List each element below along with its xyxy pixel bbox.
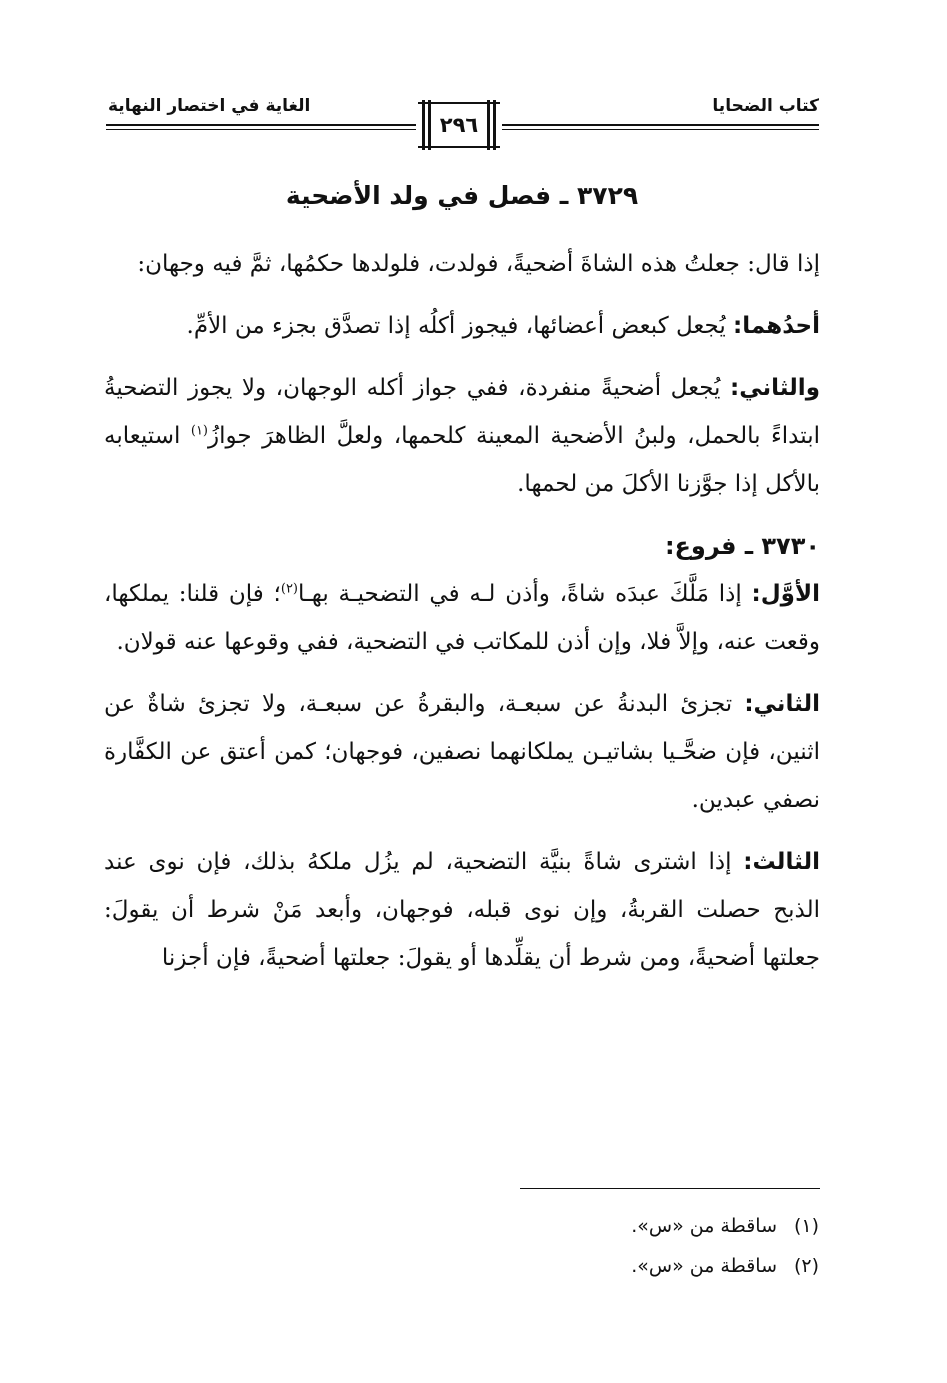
footnote-ref-1[interactable]: (١)	[190, 423, 208, 439]
branch-second-paragraph: الثاني: تجزئ البدنةُ عن سبعـة، والبقرةُ عن سبعـة، ولا تجزئ شاةٌ عن اثنين، فإن ضحَّـيا بشاتيـن يملكانهما نصفين، فوجهان؛ كمن أعتق عن الكفَّارة نصفي عبدين.	[104, 691, 820, 813]
furu-title: ٣٧٣٠ ـ فروع:	[664, 532, 820, 560]
footnote-2: (٢)ساقطة من «س».	[631, 1255, 819, 1277]
running-header-work-title: الغاية في اختصار النهاية	[108, 96, 311, 116]
branch-second-label: الثاني:	[744, 691, 820, 717]
footnote-1: (١)ساقطة من «س».	[631, 1215, 819, 1237]
footnote-separator	[520, 1188, 820, 1189]
second-view-paragraph: والثاني: يُجعل أضحيةً منفردة، ففي جواز أكله الوجهان، ولا يجوز التضحيةُ ابتداءً بالحمل، ولبنُ الأضحية المعينة كلحمها، ولعلَّ الظاهرَ جوازُ$^{(١)}$ استيعابه بالأكل إذا جوَّزنا الأكلَ من لحمها.	[104, 375, 820, 497]
page-number: ٢٩٦	[439, 113, 479, 137]
running-header-book-title: كتاب الضحايا	[712, 96, 819, 116]
page-body	[104, 176, 820, 996]
first-view-label: أحدُهما:	[733, 313, 820, 339]
second-view-label: والثاني:	[730, 375, 820, 401]
branch-first-label: الأوَّل:	[751, 581, 820, 607]
section-intro: إذا قال: جعلتُ هذه الشاةَ أضحيةً، فولدت، فلولدها حكمُها، ثمَّ فيه وجهان:	[137, 251, 820, 277]
branch-third-label: الثالث:	[743, 849, 820, 875]
footnotes	[631, 1206, 819, 1286]
branch-first-paragraph: الأوَّل: إذا مَلَّكَ عبدَه شاةً، وأذن لـه في التضحيـة بهـا$^{(٢)}$؛ فإن قلنا: يملكها، وقعت عنه، وإلاَّ فلا، وإن أذن للمكاتب في التضحية، ففي وقوعها عنه قولان.	[104, 581, 820, 655]
footnote-ref-2[interactable]: (٢)	[280, 581, 298, 597]
branch-third-paragraph: الثالث: إذا اشترى شاةً بنيَّة التضحية، لم يزُل ملكهُ بذلك، فإن نوى عند الذبح حصلت القربةُ، وإن نوى قبله، فوجهان، وأبعد مَنْ شرط أن يقولَ: جعلتها أضحيةً، ومن شرط أن يقلِّدها أو يقولَ: جعلتها أضحيةً، فإن أجزنا	[104, 849, 820, 971]
section-title: ٣٧٢٩ ـ فصل في ولد الأضحية	[285, 181, 639, 210]
first-view-paragraph: أحدُهما: يُجعل كبعض أعضائها، فيجوز أكلُه إذا تصدَّق بجزء من الأمِّ.	[186, 313, 820, 339]
page-number-frame	[416, 96, 502, 154]
